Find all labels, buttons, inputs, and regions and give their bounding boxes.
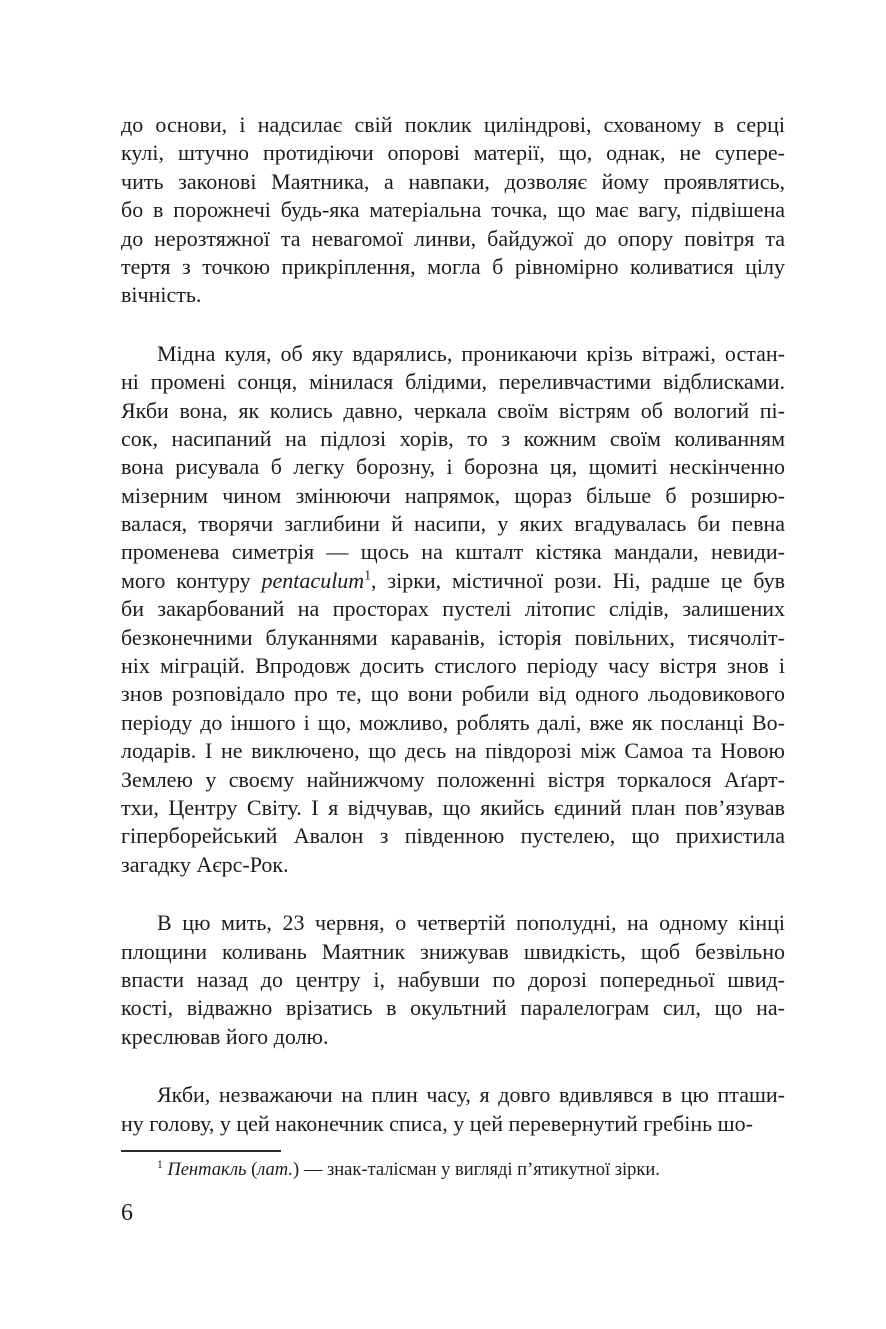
- page-number: 6: [121, 1200, 133, 1226]
- text-segment: мого контуру: [121, 567, 262, 593]
- text-line: Землею у своєму найнижчому положенні вістря торкалося Аґарт-: [121, 766, 785, 792]
- text-line: бо в порожнечі будь-яка матеріальна точка, що має вагу, підвішена: [121, 197, 785, 223]
- text-line: ні промені сонця, мінилася блідими, переливчастими відблисками.: [121, 369, 785, 395]
- text-line: променева симетрія — щось на кшталт кістяка мандали, невиди-: [121, 539, 785, 565]
- paragraph: [121, 909, 785, 1051]
- text-line: валася, творячи заглибини й насипи, у яких вгадувалась би певна: [121, 511, 785, 537]
- text-line: ну голову, у цей наконечник списа, у цей перевернутий гребінь шо-: [121, 1110, 753, 1136]
- text-line: вічність.: [121, 282, 202, 308]
- text-line: мізерним чином змінюючи напрямок, щораз більше б розширю-: [121, 482, 785, 508]
- text-line: Мідна куля, об яку вдарялись, проникаючи крізь вітражі, остан-: [157, 340, 785, 366]
- text-line: вона рисувала б легку борозну, і борозна ця, щомиті нескінченно: [121, 454, 785, 480]
- footnote-rule: [121, 1150, 281, 1152]
- text-line: періоду до іншого і що, можливо, роблять далі, вже як посланці Во-: [121, 709, 785, 735]
- text-line: [121, 567, 785, 595]
- text-line: до основи, і надсилає свій поклик циліндрові, схованому в серці: [121, 112, 785, 137]
- text-line: загадку Аєрс-Рок.: [121, 851, 289, 877]
- text-line: безконечними блуканнями караванів, історія повільних, тисячоліт-: [121, 624, 785, 650]
- footnote-reference: 1: [157, 1158, 163, 1171]
- text-line: Якби, незважаючи на плин часу, я довго вдивлявся в цю пташи-: [157, 1082, 785, 1108]
- text-line: тертя з точкою прикріплення, могла б рівномірно коливатися цілу: [121, 253, 785, 279]
- text-line: впасти назад до центру і, набувши по дорозі попередньої швид-: [121, 966, 785, 992]
- text-line: площини коливань Маятник знижував швидкість, щоб безвільно: [121, 938, 785, 964]
- text-line: чить законові Маятника, а навпаки, дозволяє йому проявлятись,: [121, 168, 785, 194]
- text-line: знов розповідало про те, що вони робили від одного льодовикового: [121, 681, 785, 707]
- text-segment: , зірки, містичної рози. Ні, радше це був: [371, 567, 785, 593]
- text-line: тхи, Центру Світу. І я відчував, що якийсь єдиний план пов’язував: [121, 794, 785, 820]
- text-line: кулі, штучно протидіючи опорові матерії, що, однак, не супере-: [121, 140, 785, 166]
- paragraph: [121, 1081, 785, 1138]
- footnote-text: [121, 1158, 785, 1182]
- text-segment: лат.: [257, 1160, 294, 1180]
- text-line: В цю мить, 23 червня, о четвертій пополудні, на одному кінці: [157, 910, 785, 936]
- text-line: сок, насипаний на підлозі хорів, то з кожним своїм коливанням: [121, 425, 785, 451]
- footnote-reference: 1: [364, 567, 372, 583]
- text-block: [121, 111, 785, 1138]
- footnote: [121, 1150, 785, 1182]
- text-line: би закарбований на просторах пустелі літопис слідів, залишених: [121, 596, 785, 622]
- text-line: Якби вона, як колись давно, черкала своїм вістрям об вологий пі-: [121, 397, 785, 423]
- text-line: до нерозтяжної та невагомої линви, байдужої до опору повітря та: [121, 225, 785, 251]
- text-segment: (: [246, 1160, 258, 1180]
- paragraph: [121, 340, 785, 879]
- text-segment: ) — знак-талісман у вигляді п’ятикутної зірки.: [293, 1160, 660, 1180]
- text-segment: Пентакль: [167, 1160, 247, 1180]
- text-line: лодарів. І не виключено, що десь на півдорозі між Самоа та Новою: [121, 738, 785, 764]
- text-line: гіперборейський Авалон з південною пустелею, що прихистила: [121, 823, 785, 849]
- text-segment: pentaculum: [261, 567, 365, 593]
- paragraph: [121, 111, 785, 310]
- text-line: ніх міграцій. Впродовж досить стислого періоду часу вістря знов і: [121, 653, 785, 679]
- text-line: кості, відважно врізатись в окультний паралелограм сил, що на-: [121, 995, 785, 1021]
- text-line: креслював його долю.: [121, 1023, 329, 1049]
